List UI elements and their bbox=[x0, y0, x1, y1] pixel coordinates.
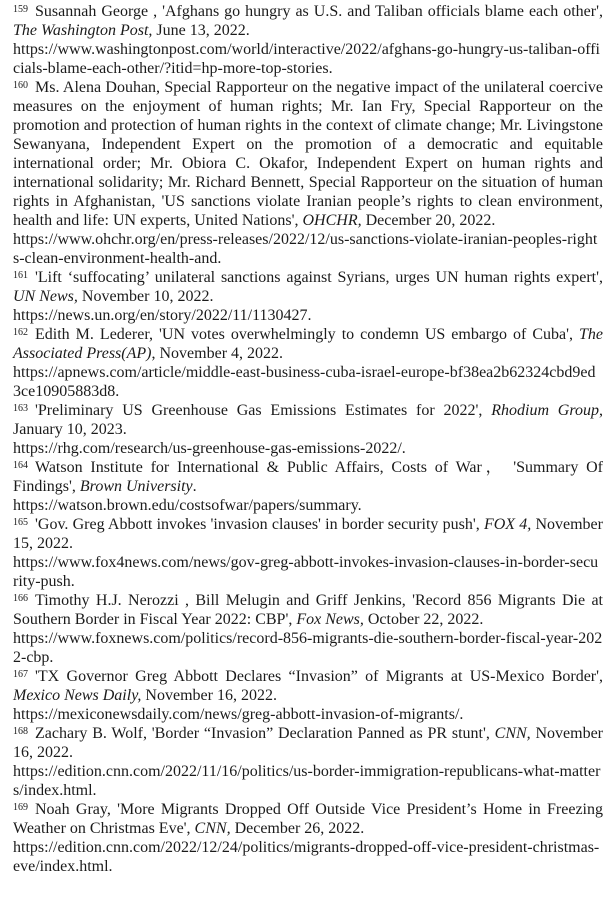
citation-text: Zachary B. Wolf, 'Border “Invasion” Declaration Panned as PR stunt', bbox=[35, 725, 495, 742]
footnote-citation bbox=[13, 591, 603, 629]
source-name: CNN, bbox=[494, 725, 531, 742]
citation-text: November 16, 2022. bbox=[13, 725, 604, 761]
footnote-citation bbox=[13, 2, 603, 40]
citation-text: 'Preliminary US Greenhouse Gas Emissions Estimates for 2022', bbox=[35, 402, 492, 419]
citation-text: Noah Gray, 'More Migrants Dropped Off Outside Vice President’s Home in Freezing Weather on Christmas Eve', bbox=[13, 801, 603, 837]
footnote-number: 160 bbox=[13, 79, 28, 91]
citation-text: November 10, 2022. bbox=[77, 288, 214, 305]
source-name: FOX 4, bbox=[483, 516, 532, 533]
footnote-number: 164 bbox=[13, 459, 28, 471]
footnote-number: 166 bbox=[13, 592, 28, 604]
footnote-item bbox=[13, 401, 603, 458]
footnote-list bbox=[13, 2, 603, 876]
footnote-citation bbox=[13, 515, 603, 553]
citation-text: November 16, 2022. bbox=[141, 687, 277, 704]
footnote-citation bbox=[13, 458, 603, 496]
source-name: OHCHR, bbox=[302, 212, 362, 229]
footnote-citation bbox=[13, 724, 603, 762]
source-name: Fox News, bbox=[296, 611, 364, 628]
footnote-item bbox=[13, 2, 603, 78]
footnote-url: https://mexiconewsdaily.com/news/greg-abbott-invasion-of-migrants/. bbox=[13, 706, 464, 723]
footnote-item bbox=[13, 591, 603, 667]
footnote-number: 169 bbox=[13, 801, 28, 813]
citation-text: October 22, 2022. bbox=[363, 611, 484, 628]
footnote-number: 159 bbox=[13, 3, 28, 15]
citation-text: . bbox=[192, 478, 197, 495]
citation-text: 'Gov. Greg Abbott invokes 'invasion clauses' in border security push', bbox=[35, 516, 484, 533]
source-name: UN News, bbox=[13, 288, 78, 305]
footnote-url: https://news.un.org/en/story/2022/11/1130427. bbox=[13, 307, 312, 324]
footnote-citation bbox=[13, 667, 603, 705]
source-name: Mexico News Daily, bbox=[13, 687, 142, 704]
footnote-url: https://www.ohchr.org/en/press-releases/2022/12/us-sanctions-violate-iranian-peoples-rights-clean-environment-health-and. bbox=[13, 231, 598, 267]
footnote-citation bbox=[13, 268, 603, 306]
footnote-citation bbox=[13, 800, 603, 838]
citation-text: June 13, 2022. bbox=[152, 22, 250, 39]
footnote-number: 168 bbox=[13, 725, 28, 737]
footnote-item bbox=[13, 458, 603, 515]
source-name: Brown University bbox=[79, 478, 193, 495]
source-name: The Associated Press(AP) bbox=[13, 326, 603, 362]
footnote-url: https://www.foxnews.com/politics/record-856-migrants-die-southern-border-fiscal-year-2022-cbp. bbox=[13, 630, 603, 666]
footnote-number: 161 bbox=[13, 269, 28, 281]
citation-text: , January 10, 2023. bbox=[13, 402, 603, 438]
footnote-url: https://www.washingtonpost.com/world/interactive/2022/afghans-go-hungry-us-taliban-officials-blame-each-other/?itid=hp-more-top-stories. bbox=[13, 41, 600, 77]
footnote-url: https://edition.cnn.com/2022/12/24/politics/migrants-dropped-off-vice-president-christmas-eve/index.html. bbox=[13, 839, 600, 875]
footnote-citation bbox=[13, 78, 603, 230]
footnote-item bbox=[13, 515, 603, 591]
footnote-item bbox=[13, 800, 603, 876]
source-name: Rhodium Group bbox=[491, 402, 599, 419]
footnote-number: 163 bbox=[13, 402, 28, 414]
footnote-url: https://www.fox4news.com/news/gov-greg-abbott-invokes-invasion-clauses-in-border-security-push. bbox=[13, 554, 599, 590]
citation-text: Watson Institute for International & Public Affairs, Costs of War， 'Summary Of Findings', bbox=[13, 459, 603, 495]
citation-text: 'TX Governor Greg Abbott Declares “Invasion” of Migrants at US-Mexico Border', bbox=[35, 668, 603, 685]
citation-text: November 15, 2022. bbox=[13, 516, 603, 552]
footnote-item bbox=[13, 724, 603, 800]
citation-text: Edith M. Lederer, 'UN votes overwhelmingly to condemn US embargo of Cuba', bbox=[35, 326, 579, 343]
footnote-url: https://watson.brown.edu/costsofwar/papers/summary. bbox=[13, 497, 362, 514]
citation-text: December 20, 2022. bbox=[361, 212, 496, 229]
citation-text: 'Lift ‘suffocating’ unilateral sanctions against Syrians, urges UN human rights expert', bbox=[35, 269, 603, 286]
source-name: CNN, bbox=[194, 820, 231, 837]
footnote-item bbox=[13, 667, 603, 724]
citation-text: , November 4, 2022. bbox=[151, 345, 284, 362]
footnote-item bbox=[13, 325, 603, 401]
footnote-citation bbox=[13, 401, 603, 439]
citation-text: Ms. Alena Douhan, Special Rapporteur on the negative impact of the unilateral coercive measures on the enjoyment of human rights; Mr. Ian Fry, Special Rapporteur on the promotion and protection of human rights in the context of climate change; Mr. Livingstone Sewanyana, Independent Expert on the promotion of a democratic and equitable international order; Mr. Obiora C. Okafor, Independent Expert on human rights and international solidarity; Mr. Richard Bennett, Special Rapporteur on the situation of human rights in Afghanistan, 'US sanctions violate Iranian people’s rights to clean environment, health and life: UN experts, United Nations', bbox=[13, 79, 603, 229]
source-name: The Washington Post, bbox=[13, 22, 153, 39]
footnote-number: 165 bbox=[13, 516, 28, 528]
footnote-item bbox=[13, 268, 603, 325]
footnote-citation bbox=[13, 325, 603, 363]
citation-text: December 26, 2022. bbox=[230, 820, 365, 837]
footnote-url: https://edition.cnn.com/2022/11/16/politics/us-border-immigration-republicans-what-matters/index.html. bbox=[13, 763, 601, 799]
footnote-url: https://apnews.com/article/middle-east-business-cuba-israel-europe-bf38ea2b62324cbd9ed3ce10905883d8. bbox=[13, 364, 596, 400]
footnote-number: 167 bbox=[13, 668, 28, 680]
citation-text: Susannah George , 'Afghans go hungry as U.S. and Taliban officials blame each other', bbox=[35, 3, 603, 20]
footnote-url: https://rhg.com/research/us-greenhouse-gas-emissions-2022/. bbox=[13, 440, 406, 457]
footnote-item bbox=[13, 78, 603, 268]
citation-text: Timothy H.J. Nerozzi , Bill Melugin and Griff Jenkins, 'Record 856 Migrants Die at Southern Border in Fiscal Year 2022: CBP', bbox=[13, 592, 603, 628]
footnote-number: 162 bbox=[13, 326, 28, 338]
